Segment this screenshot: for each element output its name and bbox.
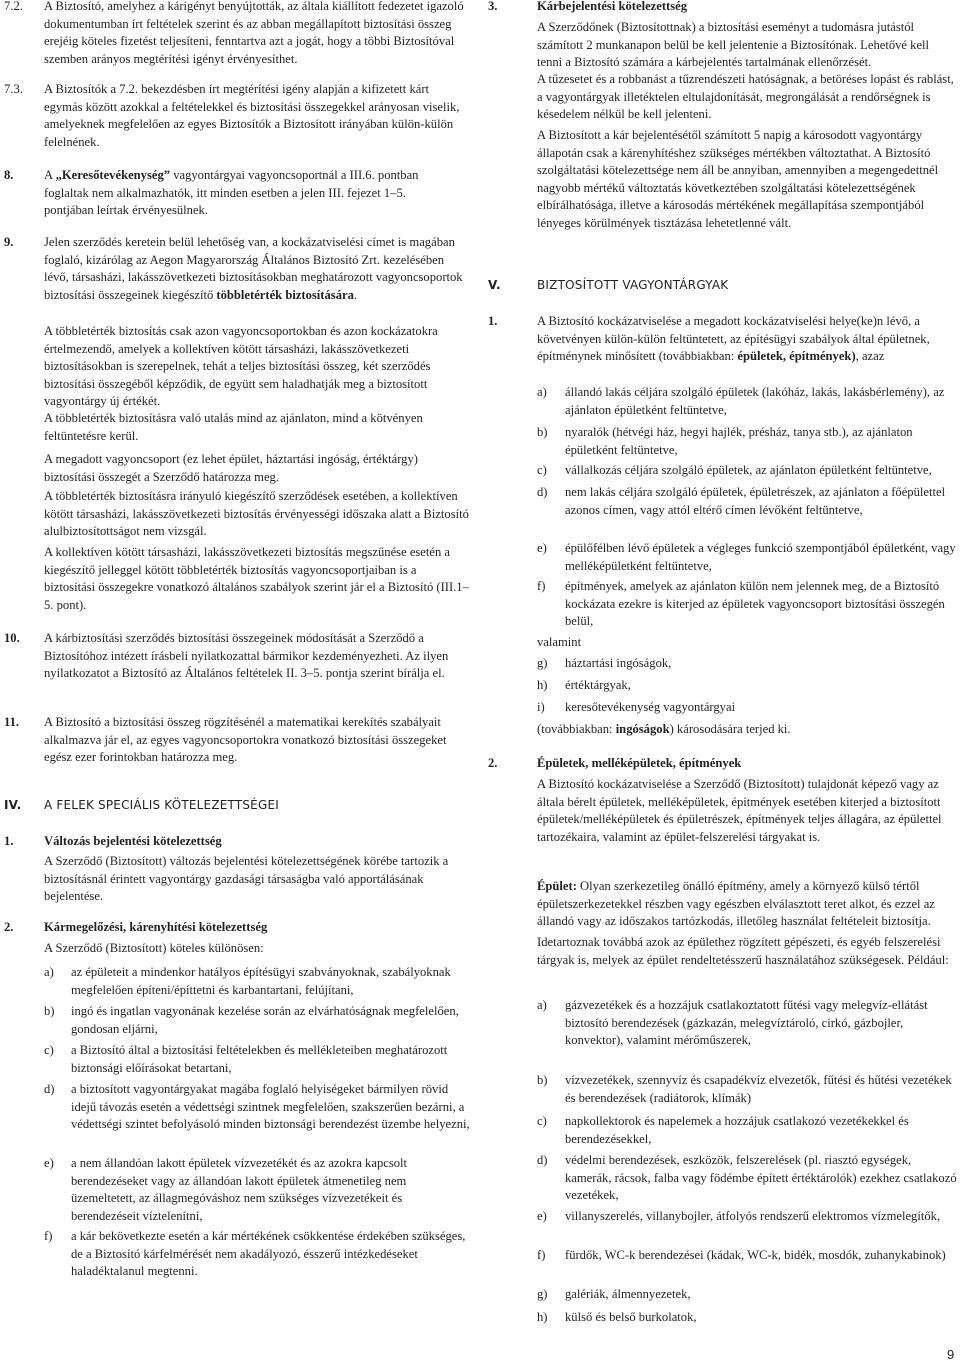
section-heading-v: BIZTOSÍTOTT VAGYONTÁRGYAK [537, 278, 729, 292]
paragraph-insured-property [537, 313, 957, 366]
list-label: a) [537, 998, 547, 1012]
subheading-claim-notification: Kárbejelentési kötelezettség [537, 0, 688, 13]
paragraph-building-definition [537, 878, 959, 931]
paragraph-claim-1: A Szerződőnek (Biztosítottnak) a biztosítási eseményt a tudomásra jutástól számított 2 munkanapon belül be kell jelentenie a Biztosítónak. Lehetővé kell tenni a Biztosító számára a kárbejelentés tartalmának ellenőrzését. [537, 20, 930, 69]
list-item: ingó és ingatlan vagyonának kezelése során az elvárhatóságnak megfelelően, gondosan eljárni, [71, 1004, 459, 1036]
text-run: A Biztosító kockázatviselése a megadott kockázatviselési helye(ke)n lévő, a követvényen külön-külön feltüntetett, az építésügyi szabályok által épületnek, építménynek minősített (továbbiakban: [537, 314, 930, 363]
list-label: e) [537, 1209, 547, 1223]
item-number: 2. [488, 756, 498, 770]
paragraph-buildings-1: A Biztosító kockázatviselése a Szerződő (Biztosított) tulajdonát képező vagy az általa bérelt épületek, melléképületek, építmények esetében kiterjed a biztosított épületek/melléképületek és épületrészek, építmények teljes állagára, az épülettel tartozékaira, valamint az épület-felszerelési tárgyakat is. [537, 777, 942, 844]
list-item: vállalkozás céljára szolgáló épületek, az ajánlaton épületként feltüntetve, [565, 463, 932, 477]
paragraph-7-3: A Biztosítók a 7.2. bekezdésben írt megtérítési igény alapján a kifizetett kárt egymás között azokkal a feltételekkel és biztosítási összegekkel arányosan viselik, amelyeknek megfelelően az egyes Biztosítók a Biztosított irányában külön-külön felelnének. [44, 82, 460, 149]
list-label: h) [537, 1310, 548, 1324]
bold-term: ingóságok [615, 722, 670, 736]
paragraph-obligations-intro: A Szerződő (Biztosított) köteles különösen: [44, 941, 264, 955]
paragraph-7-2: A Biztosító, amelyhez a kárigényt benyújtották, az általa kiállított fedezetet igazoló dokumentumban írt feltételek szerint és az abban megállapított biztosítási összeg erejéig köteles fizetést teljesíteni, fenntartva azt a jogát, hogy a többi Biztosítóval szemben arányos megtérítési igényt érvényesíthet. [44, 0, 464, 66]
text-run: vagyontárgyai vagyoncsoportnál a III.6. pontban foglaltak nem alkalmazhatók, itt minden esetben a jelen III. fejezet 1–5. pontjában leírtak érvényesülnek. [44, 168, 419, 217]
paragraph-9-5: A többletérték biztosításra irányuló kiegészítő szerződések esetében, a kollektíven kötött társasházi, lakásszövetkezeti biztosítás érvényességi időszaka alatt a Biztosító alulbiztosítottságot nem vizsgál. [44, 489, 469, 538]
bold-term: többletérték biztosítására [216, 287, 354, 302]
paragraph-buildings-3: Idetartoznak továbbá azok az épülethez rögzített gépészeti, és egyéb felszerelési tárgyak is, melyek az épület rendeltetésszerű használatához szükségesek. Például: [537, 935, 949, 967]
paragraph-9 [44, 234, 469, 304]
list-label: c) [537, 463, 547, 477]
paragraph-9-3: A többletérték biztosításra való utalás mind az ajánlaton, mind a kötvényen feltüntetésre kerül. [44, 411, 423, 443]
list-item: a nem állandóan lakott épületek vízvezetékét és az azokra kapcsolt berendezéseket vagy az állandóan lakott épületek átmenetileg nem üzemeltetett, az állagmegóváshoz nem szükséges vízvezetékeit és berendezéseit víztelenítni, [71, 1156, 408, 1223]
list-item: az épületeit a mindenkor hatályos építésügyi szabványoknak, szabályoknak megfelelően építeni/építtetni és karbantartani, felújítani, [71, 965, 451, 997]
list-label: i) [537, 700, 545, 714]
list-label: g) [537, 1287, 548, 1301]
list-label: e) [44, 1156, 54, 1170]
list-item: a Biztosító által a biztosítási feltételekben és mellékleteiben meghatározott biztonsági előírásokat betartani, [71, 1043, 448, 1075]
item-number: 7.3. [4, 82, 23, 96]
list-label: h) [537, 678, 548, 692]
list-label: c) [537, 1114, 547, 1128]
list-label: c) [44, 1043, 54, 1057]
page-number: 9 [947, 1347, 955, 1362]
paragraph-claim-3: A Biztosított a kár bejelentésétől számított 5 napig a károsodott vagyontárgy állapotán csak a kárenyhítéshez szükséges mértékben változtathat. A Biztosító szolgáltatási kötelezettsége nem áll be annyiban, amennyiben a megengedettnél nagyobb mértékű változtatás következtében szolgáltatási kötelezettségének elbírálhatósága, illetve a károsodás mértékének megállapítása szempontjából lényeges körülmények tisztázása lehetetlenné vált. [537, 128, 939, 230]
list-label: b) [537, 425, 548, 439]
list-item: a kár bekövetkezte esetén a kár mértékének csökkentése érdekében szükséges, de a Biztosító kárfelmérését nem akadályozó, ésszerű intézkedéseket haladéktalanul megtenni. [71, 1229, 466, 1278]
list-label: a) [44, 965, 54, 979]
list-label: d) [537, 485, 548, 499]
text-run: A [44, 168, 56, 182]
list-label: e) [537, 541, 547, 555]
item-number: 7.2. [4, 0, 23, 13]
list-item: értéktárgyak, [565, 678, 631, 692]
list-item: gázvezetékek és a hozzájuk csatlakoztatott fűtési vagy melegvíz-ellátást biztosító berendezések (gázkazán, melegvíztároló, cirkó, gázbojler, konvektor), valamint mérőműszerek, [565, 998, 928, 1047]
section-heading-iv: A FELEK SPECIÁLIS KÖTELEZETTSÉGEI [44, 798, 279, 812]
list-item: keresőtevékenység vagyontárgyai [565, 700, 736, 714]
paragraph-claim-2: A tűzesetet és a robbanást a tűzrendészeti hatóságnak, a betöréses lopást és rablást, a vagyontárgyak illetéktelen eltulajdonítását, megrongálását a rendőrségnek is késedelem nélkül be kell jelenteni. [537, 72, 954, 121]
list-item: a biztosított vagyontárgyakat magába foglaló helyiségeket bármilyen rövid idejű távozás esetén a védettségi szintnek megfelelően, szakszerűen bezárni, a védettségi szintet befolyásoló minden biztonsági berendezést üzembe helyezni, [71, 1082, 470, 1131]
bold-term: „Keresőtevékenység” [55, 168, 171, 182]
list-label: b) [44, 1004, 55, 1018]
item-number: 1. [4, 834, 14, 848]
item-number: 1. [488, 314, 498, 328]
list-label: f) [44, 1229, 53, 1243]
list-item: galériák, álmennyezetek, [565, 1287, 691, 1301]
paragraph-9-6: A kollektíven kötött társasházi, lakásszövetkezeti biztosítás megszűnése esetén a kiegészítő jelleggel kötött többletérték biztosítás vagyoncsoportjaiban is a biztosítási összegekre vonatkozó általános szabályok szerint jár el a Biztosító (III.1–5. pont). [44, 545, 469, 612]
item-number: 8. [4, 168, 14, 182]
item-number: 3. [488, 0, 498, 13]
paragraph-9-4: A megadott vagyoncsoport (ez lehet épület, háztartási ingóság, értéktárgy) biztosítási összegét a Szerződő határozza meg. [44, 452, 418, 484]
text-run: ) károsodására terjed ki. [669, 722, 791, 736]
item-number: 11. [4, 715, 20, 729]
list-label: f) [537, 579, 546, 593]
subheading-damage-prevention: Kármegelőzési, kárenyhítési kötelezettség [44, 920, 268, 934]
item-number: 9. [4, 235, 14, 249]
list-item: nyaralók (hétvégi ház, hegyi hajlék, présház, tanya stb.), az ajánlaton épületként feltüntetve, [565, 425, 913, 457]
list-item: épülőfélben lévő épületek a végleges funkció szempontjából épületként, vagy melléképületként feltüntetve, [565, 541, 956, 573]
list-label: d) [537, 1153, 548, 1167]
text-run: , azaz [855, 349, 885, 363]
paragraph-movables-end [537, 721, 957, 739]
section-number: IV. [4, 798, 22, 812]
paragraph-change-notification: A Szerződő (Biztosított) változás bejelentési kötelezettségének körébe tartozik a biztosításnál érintett vagyontárgy gazdasági társaságba való apportálásának bejelentése. [44, 854, 449, 903]
bold-term: épületek, építmények) [737, 349, 856, 363]
text-valamint: valamint [537, 635, 582, 649]
section-number: V. [488, 278, 501, 292]
list-label: a) [537, 385, 547, 399]
paragraph-9-2: A többletérték biztosítás csak azon vagyoncsoportokban és azon kockázatokra értelmezendő, amelyek a kollektíven kötött társasházi, lakásszövetkezeti biztosításokban is szerepelnek, tehát a teljes biztosítási összeg, két szerződés biztosítási összegéből képződik, de együtt sem haladhatják meg a biztosított vagyontárgy új értékét. [44, 324, 438, 408]
list-item: külső és belső burkolatok, [565, 1310, 697, 1324]
list-item: villanyszerelés, villanybojler, átfolyós rendszerű elektromos vízmelegítők, [565, 1209, 941, 1223]
list-label: d) [44, 1082, 55, 1096]
bold-term: Épület: [537, 879, 577, 893]
list-item: háztartási ingóságok, [565, 656, 672, 670]
text-run: Jelen szerződés keretein belül lehetőség van, a kockázatviselési címet is magában foglaló, kizárólag az Aegon Magyarország Általános Biztosító Zrt. kezelésében lévő, társasházi, lakásszövetkezeti biztosításokban meghatározott vagyoncsoportok biztosítási összegeinek kiegészítő [44, 235, 463, 302]
list-item: fürdők, WC-k berendezései (kádak, WC-k, bidék, mosdók, zuhanykabinok) [565, 1248, 946, 1262]
text-run: (továbbiakban: [537, 722, 616, 736]
paragraph-11: A Biztosító a biztosítási összeg rögzítésénél a matematikai kerekítés szabályait alkalmazva jár el, az egyes vagyoncsoportokra vonatkozó biztosítási összegeket egész ezer forintokban határozza meg. [44, 715, 447, 764]
item-number: 2. [4, 920, 14, 934]
text-run: . [353, 287, 358, 302]
text-run: Olyan szerkezetileg önálló építmény, amely a környező külső tértől épületszerkezetekkel részben vagy egészben elválasztott teret alkot, és ezzel az állandó vagy az időszakos tartózkodás, illetőleg használat feltételeit biztosítja. [537, 879, 935, 928]
list-item: építmények, amelyek az ajánlaton külön nem jelennek meg, de a Biztosító kockázata ezekre is kiterjed az épületek vagyoncsoport biztosítási összegén belül, [565, 579, 945, 628]
list-item: állandó lakás céljára szolgáló épületek (lakóház, lakás, lakásbérlemény), az ajánlaton épületként feltüntetve, [565, 385, 945, 417]
paragraph-10: A kárbiztosítási szerződés biztosítási összegeinek módosítását a Szerződő a Biztosítóhoz intézett írásbeli nyilatkozattal bármikor kezdeményezheti. Az ilyen nyilatkozatot a Biztosító az Általános feltételek II. 3–5. pontja szerint bírálja el. [44, 631, 449, 680]
list-label: f) [537, 1248, 546, 1262]
item-number: 10. [4, 631, 20, 645]
list-item: védelmi berendezések, eszközök, felszerelések (pl. riasztó egységek, kamerák, rácsok, falba vagy födémbe épített értéktárolók) ezekhez csatlakozó vezetékek, [565, 1153, 957, 1202]
subheading-change-notification: Változás bejelentési kötelezettség [44, 834, 222, 848]
list-item: vízvezetékek, szennyvíz és csapadékvíz elvezetők, fűtési és hűtési vezetékek és berendezések (radiátorok, klímák) [565, 1073, 952, 1105]
subheading-buildings: Épületek, melléképületek, építmények [537, 756, 742, 770]
list-item: napkollektorok és napelemek a hozzájuk csatlakozó vezetékekkel és berendezésekkel, [565, 1114, 909, 1146]
list-label: b) [537, 1073, 548, 1087]
list-label: g) [537, 656, 548, 670]
list-item: nem lakás céljára szolgáló épületek, épületrészek, az ajánlaton a főépülettel azonos címen, vagy attól eltérő címen lévőként feltüntetve, [565, 485, 946, 517]
paragraph-8 [44, 167, 424, 220]
